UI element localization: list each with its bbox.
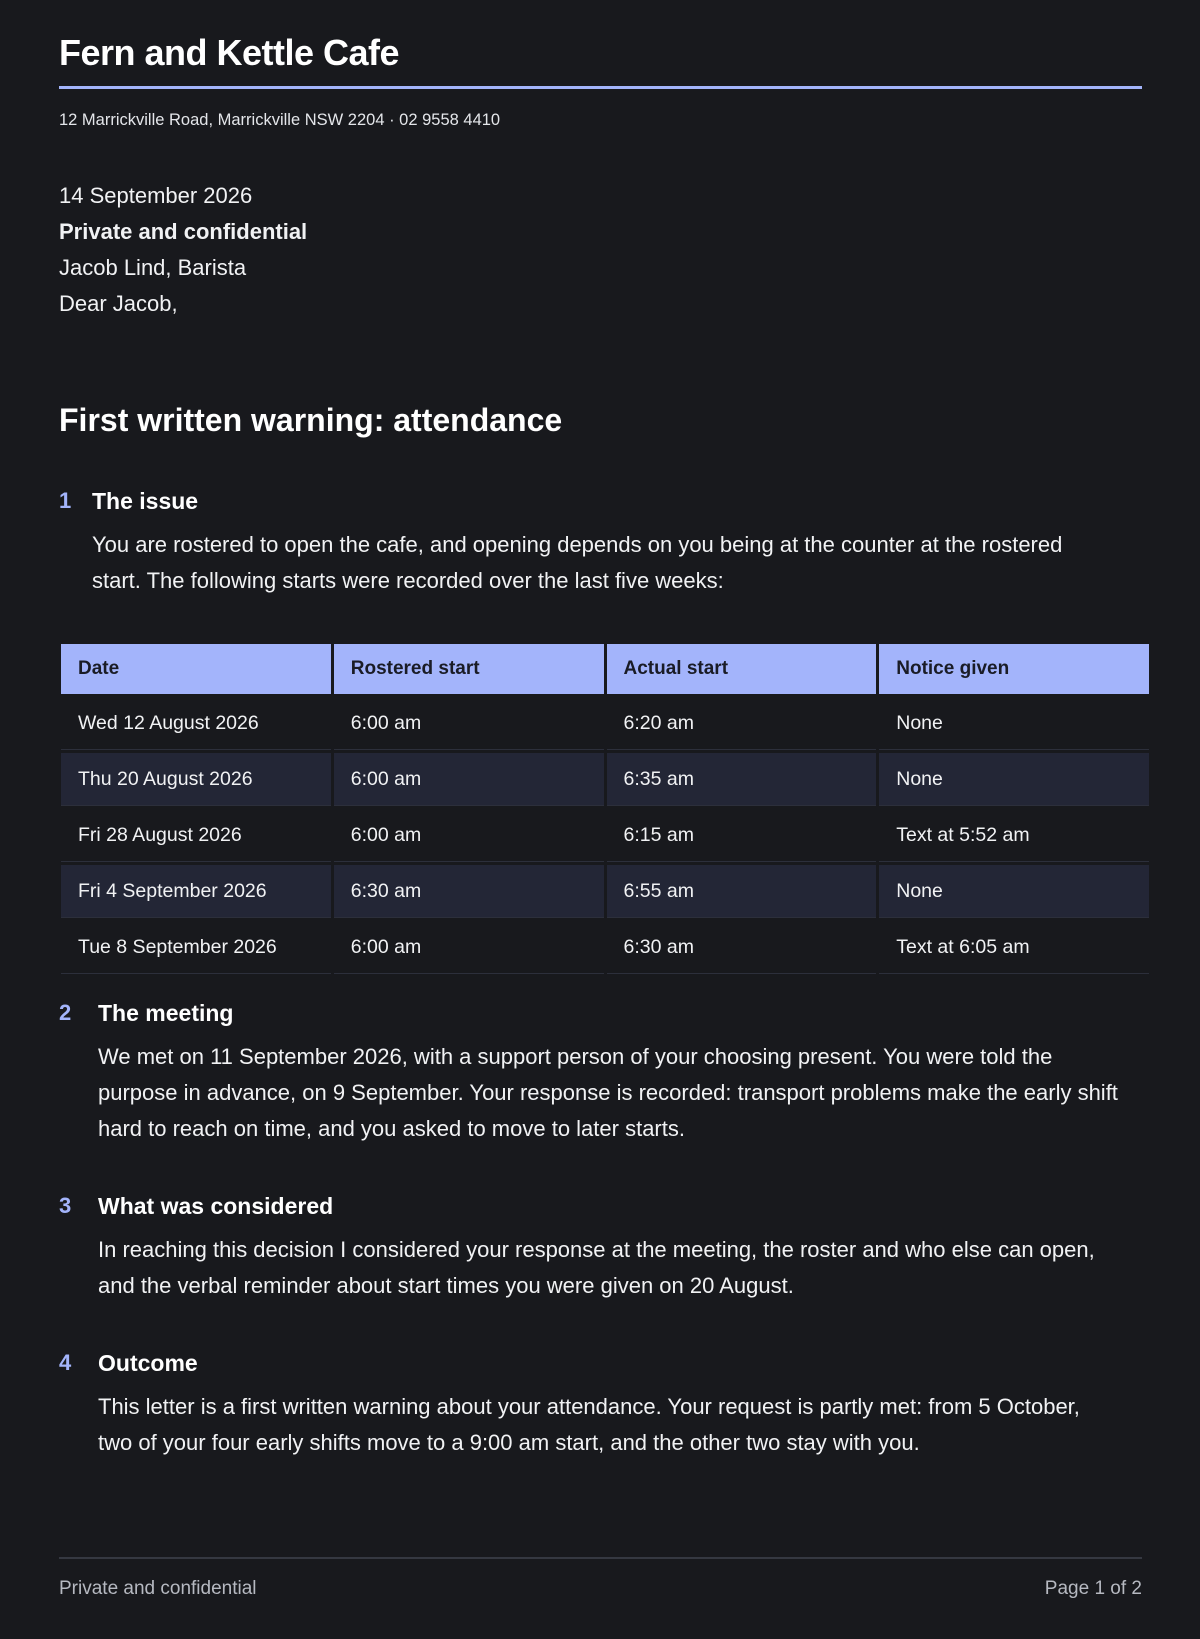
cell-notice-given: None [879,697,1149,750]
table-row [61,865,1149,918]
letter-title: First written warning: attendance [59,402,563,438]
section-heading: What was considered [98,1193,334,1219]
section-heading: The issue [92,488,199,514]
section-number: 3 [59,1193,72,1218]
cell-actual-start: 6:55 am [607,865,877,918]
letter-meta [59,178,307,322]
cell-actual-start: 6:35 am [607,753,877,806]
cell-rostered-start: 6:00 am [334,921,604,974]
cell-date: Wed 12 August 2026 [61,697,331,750]
cell-date: Fri 28 August 2026 [61,809,331,862]
column-header-actual-start: Actual start [607,644,877,694]
cell-actual-start: 6:30 am [607,921,877,974]
company-name: Fern and Kettle Cafe [59,32,400,73]
recipient: Jacob Lind, Barista [59,255,247,280]
column-header-date: Date [61,644,331,694]
footer-confidential: Private and confidential [59,1578,257,1599]
cell-rostered-start: 6:00 am [334,753,604,806]
cell-date: Thu 20 August 2026 [61,753,331,806]
section-body: This letter is a first written warning about your attendance. Your request is partly met: from 5 October, two of your four early shifts move to a 9:00 am start, and the other two stay with you. [98,1394,1080,1455]
company-address: 12 Marrickville Road, Marrickville NSW 2204 · 02 9558 4410 [59,111,501,129]
cell-rostered-start: 6:00 am [334,697,604,750]
cell-notice-given: Text at 5:52 am [879,809,1149,862]
section-body: You are rostered to open the cafe, and opening depends on you being at the counter at the rostered start. The following starts were recorded over the last five weeks: [92,532,1063,593]
cell-notice-given: None [879,865,1149,918]
section-number: 2 [59,1000,72,1025]
table-row [61,753,1149,806]
section-body: We met on 11 September 2026, with a support person of your choosing present. You were told the purpose in advance, on 9 September. Your response is recorded: transport problems make the early shift hard to reach on time, and you asked to move to later starts. [98,1044,1118,1141]
letterhead-rule [59,86,1142,89]
cell-date: Fri 4 September 2026 [61,865,331,918]
cell-notice-given: None [879,753,1149,806]
table-header-row [61,644,1149,694]
cell-rostered-start: 6:00 am [334,809,604,862]
section-body: In reaching this decision I considered your response at the meeting, the roster and who else can open, and the verbal reminder about start times you were given on 20 August. [98,1237,1095,1298]
table-row [61,921,1149,974]
cell-notice-given: Text at 6:05 am [879,921,1149,974]
confidential-marking: Private and confidential [59,219,308,244]
page-number: Page 1 of 2 [1044,1578,1142,1599]
table-row [61,697,1149,750]
cell-actual-start: 6:15 am [607,809,877,862]
cell-rostered-start: 6:30 am [334,865,604,918]
section-heading: Outcome [98,1350,198,1376]
table-row [61,809,1149,862]
salutation: Dear Jacob, [59,291,178,316]
section-heading: The meeting [98,1000,234,1026]
section-number: 4 [59,1350,72,1375]
letter-date: 14 September 2026 [59,183,253,208]
footer-rule [59,1557,1142,1559]
column-header-rostered-start: Rostered start [334,644,604,694]
cell-date: Tue 8 September 2026 [61,921,331,974]
section-number: 1 [59,488,72,513]
attendance-table [58,641,1152,977]
letter-page [59,0,1142,1639]
column-header-notice-given: Notice given [879,644,1149,694]
cell-actual-start: 6:20 am [607,697,877,750]
